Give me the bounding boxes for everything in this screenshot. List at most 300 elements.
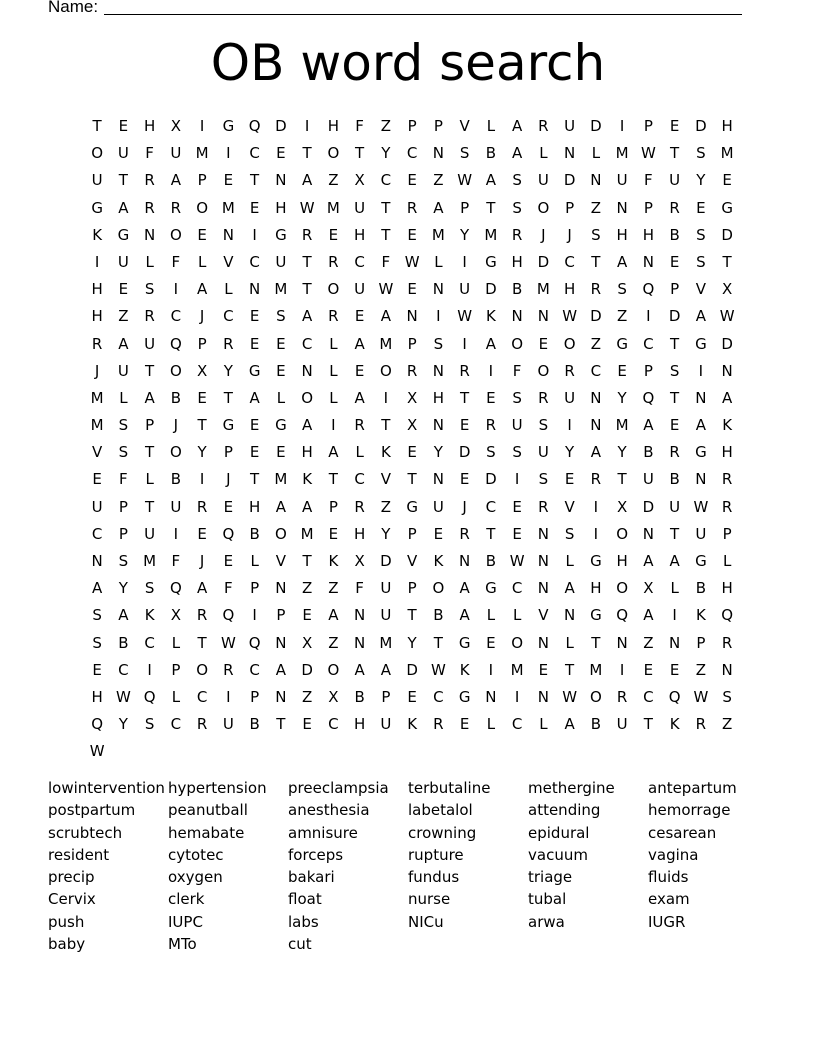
grid-letter: L bbox=[171, 687, 181, 706]
grid-letter: I bbox=[672, 606, 677, 625]
word-list-item: precip bbox=[48, 868, 95, 887]
grid-letter: W bbox=[693, 687, 709, 706]
grid-letter: D bbox=[380, 552, 392, 570]
grid-letter: F bbox=[355, 579, 364, 598]
grid-letter: G bbox=[616, 334, 628, 353]
grid-letter: T bbox=[276, 715, 286, 734]
grid-letter: R bbox=[223, 660, 234, 679]
grid-letter: J bbox=[199, 552, 205, 570]
grid-letter: Z bbox=[328, 171, 339, 190]
grid-letter: H bbox=[248, 497, 261, 516]
grid-letter: T bbox=[118, 171, 128, 190]
grid-letter: Q bbox=[91, 715, 104, 734]
grid-letter: S bbox=[144, 579, 155, 598]
grid-letter: S bbox=[144, 715, 155, 734]
word-list-item: peanutball bbox=[168, 801, 248, 820]
grid-letter: P bbox=[643, 361, 653, 380]
grid-letter: S bbox=[118, 416, 129, 435]
grid-letter: U bbox=[564, 388, 576, 407]
word-list-item: crowning bbox=[408, 823, 477, 842]
grid-letter: O bbox=[301, 388, 314, 407]
grid-letter: U bbox=[459, 280, 471, 299]
grid-letter: T bbox=[355, 144, 365, 163]
grid-letter: E bbox=[302, 715, 312, 734]
grid-letter: C bbox=[249, 252, 260, 271]
grid-letter: U bbox=[695, 524, 707, 543]
grid-letter: Z bbox=[118, 307, 129, 326]
word-list-item: baby bbox=[48, 935, 86, 954]
grid-letter: K bbox=[459, 660, 470, 679]
grid-letter: G bbox=[222, 117, 235, 135]
word-list-item: Cervix bbox=[48, 890, 96, 909]
grid-letter: L bbox=[197, 252, 207, 271]
grid-letter: W bbox=[404, 252, 420, 271]
grid-letter: E bbox=[249, 307, 260, 326]
grid-letter: T bbox=[617, 470, 627, 489]
grid-letter: G bbox=[458, 687, 471, 706]
grid-letter: E bbox=[276, 144, 286, 163]
grid-letter: U bbox=[91, 171, 103, 190]
grid-letter: Z bbox=[380, 497, 392, 516]
grid-letter: S bbox=[696, 144, 706, 163]
grid-letter: I bbox=[619, 660, 625, 679]
grid-letter: K bbox=[669, 715, 680, 734]
grid-letter: O bbox=[169, 225, 182, 244]
grid-letter: U bbox=[616, 715, 628, 734]
grid-letter: K bbox=[144, 606, 155, 625]
grid-letter: A bbox=[511, 144, 523, 163]
grid-letter: P bbox=[565, 198, 575, 217]
grid-letter: P bbox=[328, 497, 338, 516]
word-list-item: triage bbox=[528, 868, 573, 887]
grid-letter: N bbox=[354, 633, 366, 652]
word-list-item: cut bbox=[288, 935, 312, 954]
grid-letter: W bbox=[457, 171, 473, 190]
word-list-item: float bbox=[288, 890, 322, 909]
grid-letter: U bbox=[144, 334, 156, 353]
grid-letter: M bbox=[143, 552, 157, 570]
name-label: Name: bbox=[48, 0, 99, 16]
grid-letter: E bbox=[669, 117, 680, 135]
grid-letter: S bbox=[433, 334, 444, 353]
grid-letter: S bbox=[512, 443, 522, 462]
grid-letter: C bbox=[170, 715, 182, 734]
grid-letter: W bbox=[430, 660, 446, 679]
grid-letter: N bbox=[537, 524, 549, 543]
grid-letter: O bbox=[432, 579, 445, 598]
grid-letter: L bbox=[276, 388, 286, 407]
grid-letter: A bbox=[249, 388, 260, 407]
grid-letter: W bbox=[89, 742, 105, 761]
word-list-item: forceps bbox=[288, 845, 344, 864]
grid-letter: I bbox=[226, 687, 231, 706]
grid-letter: E bbox=[433, 524, 444, 543]
grid-letter: N bbox=[616, 198, 628, 217]
grid-letter: T bbox=[197, 416, 207, 435]
grid-letter: U bbox=[275, 252, 287, 271]
grid-letter: J bbox=[462, 497, 467, 516]
grid-letter: Y bbox=[381, 144, 391, 163]
grid-letter: N bbox=[564, 606, 576, 625]
grid-letter: I bbox=[462, 252, 467, 271]
grid-letter: E bbox=[696, 198, 706, 217]
grid-letter: E bbox=[486, 633, 496, 652]
grid-letter: E bbox=[407, 687, 417, 706]
grid-letter: P bbox=[381, 687, 391, 706]
grid-letter: R bbox=[328, 307, 339, 326]
grid-letter: K bbox=[695, 606, 706, 625]
grid-letter: D bbox=[406, 660, 418, 679]
grid-letter: F bbox=[355, 117, 364, 135]
grid-letter: E bbox=[722, 171, 732, 190]
grid-letter: W bbox=[562, 307, 578, 326]
grid-letter: P bbox=[223, 443, 233, 462]
grid-letter: Q bbox=[143, 687, 156, 706]
grid-letter: Q bbox=[222, 606, 235, 625]
grid-letter: R bbox=[328, 252, 339, 271]
grid-letter: I bbox=[593, 524, 599, 543]
grid-letter: C bbox=[354, 470, 365, 489]
grid-letter: P bbox=[250, 579, 260, 598]
grid-letter: R bbox=[301, 225, 313, 244]
grid-letter: O bbox=[511, 334, 524, 353]
grid-letter: T bbox=[591, 633, 601, 652]
grid-letter: T bbox=[197, 633, 207, 652]
grid-letter: S bbox=[92, 633, 102, 652]
grid-letter: A bbox=[485, 334, 496, 353]
grid-letter: H bbox=[511, 252, 523, 271]
word-list-item: cesarean bbox=[648, 823, 717, 842]
grid-letter: O bbox=[196, 660, 209, 679]
grid-letter: A bbox=[564, 579, 575, 598]
grid-letter: Y bbox=[617, 443, 627, 462]
grid-letter: A bbox=[328, 443, 339, 462]
grid-letter: L bbox=[224, 280, 233, 299]
grid-letter: L bbox=[539, 144, 548, 163]
grid-letter: T bbox=[407, 470, 417, 489]
grid-letter: M bbox=[536, 280, 550, 299]
grid-letter: Z bbox=[590, 334, 602, 353]
grid-letter: U bbox=[117, 144, 129, 163]
grid-letter: L bbox=[486, 715, 496, 734]
grid-letter: S bbox=[669, 361, 680, 380]
grid-letter: Q bbox=[169, 579, 182, 598]
grid-letter: I bbox=[436, 307, 441, 326]
grid-letter: P bbox=[407, 117, 417, 135]
grid-letter: S bbox=[512, 171, 522, 190]
grid-letter: I bbox=[199, 470, 205, 489]
grid-letter: S bbox=[144, 280, 155, 299]
grid-letter: Q bbox=[248, 633, 261, 652]
grid-letter: U bbox=[616, 171, 628, 190]
grid-letter: A bbox=[275, 497, 286, 516]
grid-letter: E bbox=[328, 524, 339, 543]
grid-letter: T bbox=[302, 552, 312, 570]
grid-letter: G bbox=[590, 606, 602, 625]
grid-letter: H bbox=[616, 225, 628, 244]
grid-letter: G bbox=[695, 443, 707, 462]
grid-letter: O bbox=[196, 198, 209, 217]
grid-letter: N bbox=[721, 660, 733, 679]
grid-letter: S bbox=[459, 144, 470, 163]
grid-letter: Z bbox=[380, 117, 392, 135]
grid-letter: O bbox=[379, 361, 392, 380]
grid-letter: H bbox=[616, 552, 628, 570]
grid-letter: A bbox=[196, 280, 208, 299]
grid-letter: A bbox=[118, 334, 129, 353]
grid-letter: G bbox=[485, 579, 497, 598]
grid-letter: L bbox=[539, 715, 548, 734]
grid-letter: T bbox=[92, 117, 102, 135]
grid-letter: O bbox=[616, 579, 629, 598]
grid-letter: I bbox=[462, 334, 467, 353]
grid-letter: I bbox=[226, 144, 231, 163]
grid-letter: R bbox=[433, 715, 444, 734]
grid-letter: L bbox=[670, 579, 679, 598]
grid-letter: W bbox=[457, 307, 473, 326]
grid-letter: X bbox=[406, 416, 418, 435]
grid-letter: Q bbox=[616, 606, 629, 625]
grid-letter: P bbox=[407, 579, 417, 598]
grid-letter: R bbox=[196, 715, 208, 734]
grid-letter: A bbox=[590, 443, 601, 462]
grid-letter: R bbox=[590, 470, 602, 489]
grid-letter: N bbox=[642, 252, 654, 271]
grid-letter: P bbox=[722, 524, 732, 543]
word-list-item: fundus bbox=[408, 868, 460, 887]
word-list-item: hemabate bbox=[168, 823, 245, 842]
word-list-item: scrubtech bbox=[48, 823, 123, 842]
grid-letter: C bbox=[643, 687, 654, 706]
grid-letter: E bbox=[669, 416, 680, 435]
grid-letter: L bbox=[145, 252, 154, 271]
grid-letter: A bbox=[669, 552, 680, 570]
grid-letter: G bbox=[458, 633, 471, 652]
grid-letter: H bbox=[642, 225, 655, 244]
grid-letter: K bbox=[433, 552, 444, 570]
grid-letter: D bbox=[721, 225, 733, 244]
grid-letter: T bbox=[670, 144, 680, 163]
grid-letter: A bbox=[380, 307, 391, 326]
grid-letter: B bbox=[485, 144, 497, 163]
grid-letter: H bbox=[590, 579, 602, 598]
grid-letter: E bbox=[512, 524, 522, 543]
grid-letter: T bbox=[302, 252, 312, 271]
grid-letter: A bbox=[328, 606, 339, 625]
grid-letter: R bbox=[144, 198, 155, 217]
grid-letter: H bbox=[327, 117, 340, 135]
grid-letter: Z bbox=[433, 171, 444, 190]
grid-letter: W bbox=[640, 144, 656, 163]
grid-letter: E bbox=[354, 361, 365, 380]
grid-letter: P bbox=[433, 117, 443, 135]
grid-letter: J bbox=[199, 307, 205, 326]
grid-letter: G bbox=[248, 361, 261, 380]
grid-letter: K bbox=[722, 416, 733, 435]
grid-letter: E bbox=[538, 660, 549, 679]
grid-letter: E bbox=[538, 334, 549, 353]
grid-letter: S bbox=[696, 225, 706, 244]
grid-letter: T bbox=[381, 225, 391, 244]
grid-letter: L bbox=[486, 606, 496, 625]
grid-letter: E bbox=[92, 660, 102, 679]
grid-letter: R bbox=[406, 361, 418, 380]
grid-letter: T bbox=[486, 524, 496, 543]
grid-letter: C bbox=[406, 144, 418, 163]
grid-letter: R bbox=[511, 225, 523, 244]
word-list-item: preeclampsia bbox=[288, 779, 389, 797]
name-field bbox=[48, 0, 748, 19]
grid-letter: E bbox=[669, 660, 680, 679]
grid-letter: R bbox=[695, 715, 707, 734]
grid-letter: T bbox=[381, 416, 391, 435]
grid-letter: R bbox=[669, 443, 680, 462]
grid-letter: U bbox=[91, 497, 103, 516]
grid-letter: N bbox=[695, 470, 707, 489]
grid-letter: C bbox=[643, 334, 654, 353]
word-list-item: labs bbox=[288, 912, 319, 931]
grid-letter: Q bbox=[248, 117, 261, 135]
grid-letter: K bbox=[328, 552, 339, 570]
grid-letter: L bbox=[486, 117, 496, 135]
grid-letter: M bbox=[379, 633, 393, 652]
grid-letter: F bbox=[512, 361, 522, 380]
grid-letter: T bbox=[250, 470, 260, 489]
grid-letter: E bbox=[407, 171, 417, 190]
grid-letter: O bbox=[274, 524, 287, 543]
grid-letter: K bbox=[380, 443, 391, 462]
grid-letter: R bbox=[616, 687, 628, 706]
grid-letter: W bbox=[378, 280, 394, 299]
grid-letter: U bbox=[144, 524, 156, 543]
grid-letter: B bbox=[118, 633, 129, 652]
grid-letter: I bbox=[488, 660, 494, 679]
grid-letter: B bbox=[669, 470, 680, 489]
grid-letter: E bbox=[407, 225, 417, 244]
grid-letter: U bbox=[669, 497, 681, 516]
grid-letter: S bbox=[512, 198, 522, 217]
grid-letter: T bbox=[460, 388, 470, 407]
grid-letter: S bbox=[486, 443, 496, 462]
grid-letter: I bbox=[252, 225, 257, 244]
grid-letter: N bbox=[275, 687, 287, 706]
grid-letter: I bbox=[331, 416, 336, 435]
grid-letter: F bbox=[145, 144, 154, 163]
grid-letter: T bbox=[145, 361, 155, 380]
grid-letter: C bbox=[433, 687, 444, 706]
grid-letter: Z bbox=[301, 687, 313, 706]
grid-letter: H bbox=[301, 443, 313, 462]
grid-letter: R bbox=[669, 198, 680, 217]
grid-letter: L bbox=[329, 361, 338, 380]
grid-letter: B bbox=[643, 443, 654, 462]
grid-letter: E bbox=[459, 470, 470, 489]
grid-letter: P bbox=[407, 524, 417, 543]
grid-letter: X bbox=[354, 552, 365, 570]
grid-letter: U bbox=[380, 606, 392, 625]
grid-letter: T bbox=[328, 470, 338, 489]
grid-letter: M bbox=[326, 198, 340, 217]
grid-letter: A bbox=[433, 198, 444, 217]
grid-letter: E bbox=[223, 171, 234, 190]
grid-letter: P bbox=[197, 171, 207, 190]
grid-letter: G bbox=[695, 334, 707, 353]
grid-letter: O bbox=[327, 280, 340, 299]
grid-letter: N bbox=[590, 171, 602, 190]
grid-letter: C bbox=[91, 524, 103, 543]
grid-letter: R bbox=[459, 524, 470, 543]
grid-letter: M bbox=[90, 416, 104, 435]
grid-letter: U bbox=[222, 715, 234, 734]
grid-letter: I bbox=[304, 117, 310, 135]
grid-letter: A bbox=[721, 388, 733, 407]
word-list-item: amnisure bbox=[288, 823, 358, 842]
grid-letter: S bbox=[512, 388, 522, 407]
grid-letter: Z bbox=[301, 579, 313, 598]
grid-letter: T bbox=[145, 497, 155, 516]
grid-letter: C bbox=[564, 252, 575, 271]
grid-letter: H bbox=[721, 443, 733, 462]
grid-letter: O bbox=[616, 524, 629, 543]
grid-letter: A bbox=[301, 416, 313, 435]
grid-letter: S bbox=[538, 470, 549, 489]
grid-letter: E bbox=[249, 443, 260, 462]
word-list-item: resident bbox=[48, 845, 110, 864]
grid-letter: I bbox=[514, 470, 520, 489]
grid-letter: E bbox=[407, 280, 417, 299]
word-list-item: lowintervention bbox=[48, 779, 165, 797]
word-list-item: attending bbox=[528, 801, 601, 820]
grid-letter: A bbox=[144, 388, 155, 407]
grid-letter: N bbox=[432, 470, 444, 489]
grid-letter: A bbox=[91, 579, 103, 598]
grid-letter: G bbox=[275, 416, 287, 435]
grid-letter: F bbox=[381, 252, 391, 271]
grid-letter: E bbox=[223, 497, 234, 516]
word-list-item: arwa bbox=[528, 912, 565, 931]
grid-letter: X bbox=[328, 687, 339, 706]
grid-letter: X bbox=[721, 280, 733, 299]
grid-letter: D bbox=[695, 117, 707, 135]
grid-letter: N bbox=[459, 552, 471, 570]
grid-letter: R bbox=[196, 497, 208, 516]
grid-letter: P bbox=[171, 660, 181, 679]
grid-letter: E bbox=[197, 524, 207, 543]
grid-letter: A bbox=[196, 579, 208, 598]
grid-letter: D bbox=[301, 660, 313, 679]
grid-letter: Q bbox=[721, 606, 734, 625]
grid-letter: Z bbox=[616, 307, 628, 326]
grid-letter: J bbox=[173, 416, 179, 435]
grid-letter: B bbox=[433, 606, 444, 625]
grid-letter: T bbox=[223, 388, 233, 407]
grid-letter: E bbox=[459, 715, 470, 734]
grid-letter: I bbox=[383, 388, 389, 407]
grid-letter: U bbox=[170, 497, 182, 516]
grid-letter: S bbox=[118, 443, 129, 462]
grid-letter: H bbox=[143, 117, 156, 135]
grid-letter: U bbox=[380, 715, 392, 734]
grid-letter: U bbox=[170, 144, 182, 163]
grid-letter: M bbox=[720, 144, 734, 163]
grid-letter: T bbox=[722, 252, 732, 271]
grid-letter: U bbox=[432, 497, 444, 516]
word-list-item: IUPC bbox=[168, 912, 203, 931]
grid-letter: U bbox=[564, 117, 576, 135]
grid-letter: O bbox=[169, 361, 182, 380]
grid-letter: N bbox=[144, 225, 156, 244]
grid-letter: S bbox=[617, 280, 627, 299]
